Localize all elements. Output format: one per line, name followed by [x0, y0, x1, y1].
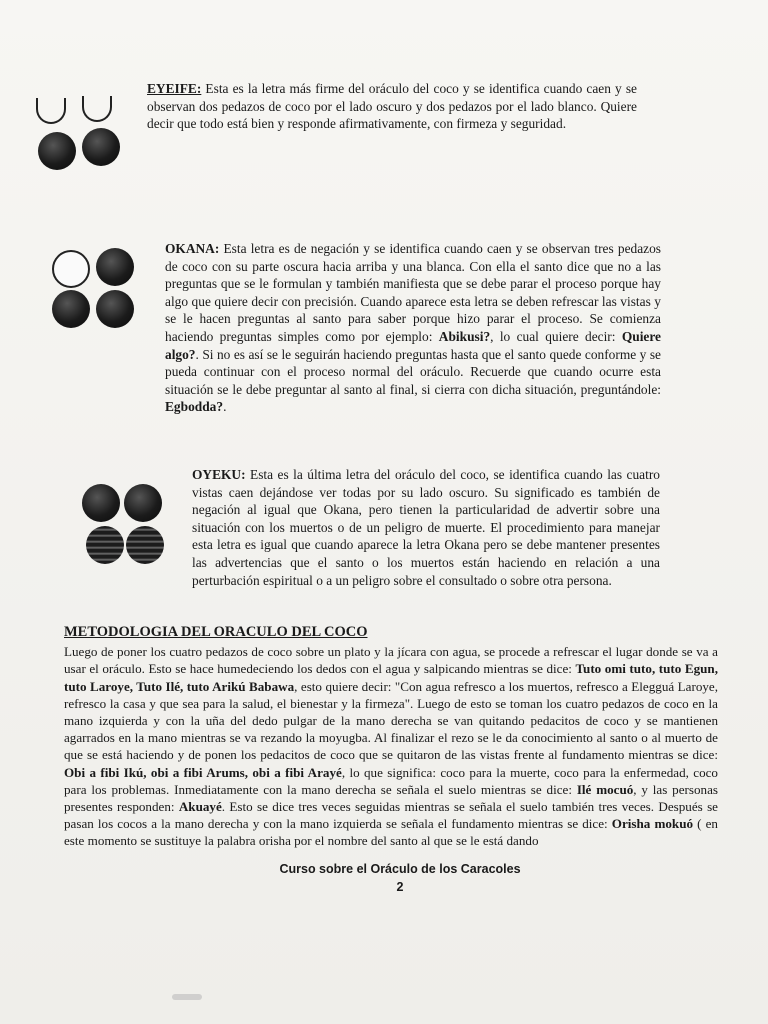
eyeife-text: Esta es la letra más firme del oráculo del coco y se identifica cuando caen y se observan dos pedazos de coco por el lado oscuro y dos pedazos por el lado blanco. Quiere decir que todo está bien y responde afirmativamente, con firmeza y seguridad. — [147, 81, 637, 132]
coin-white-arc — [82, 96, 112, 122]
coin-dark — [126, 526, 164, 564]
coin-white-arc — [36, 98, 66, 124]
oyeku-text: Esta es la última letra del oráculo del coco, se identifica cuando las cuatro vistas caen dejándose ver todas por su lado oscuro. Su significado es también de negación al igual que Okana, pero tienen la particularidad de advertir sobre una situación con los muertos o de un peligro de muerte. El procedimiento para manejar esta letra es igual que cuando aparece la letra Okana pero se debe mantener presentes las advertencias que el santo o los muertos están haciendo en relación a una perturbación espiritual o a un peligro sobre el consultado o sobre otra persona. — [192, 467, 660, 588]
coin-dark — [82, 484, 120, 522]
okana-text-1: Esta letra es de negación y se identifica cuando caen y se observan tres pedazos de coco con su parte oscura hacia arriba y una blanca. Con ella el santo dice que no a las preguntas que se le formulan y también manifiesta que se debe parar el proceso porque hay algo que quiere decir con precisión. Cuando aparece esta letra se deben refrescar las vistas y se le hacen preguntas al santo para saber porque hizo parar el proceso. Se comienza haciendo preguntas simples como por ejemplo: — [165, 241, 661, 344]
okana-question-1: Abikusi? — [438, 328, 491, 344]
okana-text-2: , lo cual quiere decir: — [490, 328, 622, 344]
okana-text-3: . Si no es así se le seguirán haciendo preguntas hasta que el santo quede conforme y se pueda continuar con el proceso normal del oráculo. Recuerde que cuando ocurre esta situación se le debe preguntar al santo al final, si cierra con dicha situación, preguntándole: — [165, 346, 661, 397]
okana-coins-illustration — [50, 248, 140, 336]
coin-dark — [96, 248, 134, 286]
coin-dark — [124, 484, 162, 522]
metodologia-text-4: , y las personas presentes responden: — [64, 781, 718, 815]
metodologia-text-5: . Esto se dice tres veces seguidas mientras se señala el suelo también tres veces. Después se pasan los cocos a la mano derecha y con la mano izquierda se señala el fundamento mientras se dice: — [64, 799, 718, 832]
coin-white — [52, 250, 90, 288]
okana-question-2: Quiere algo? — [165, 328, 661, 362]
metodologia-section — [64, 624, 718, 850]
oyeku-coins-illustration — [82, 484, 172, 568]
okana-paragraph — [165, 240, 661, 416]
metodologia-text-6: ( en este momento se sustituye la palabra orisha por el nombre del santo al que se le está dando — [64, 816, 718, 849]
okana-question-3: Egbodda? — [165, 399, 224, 415]
coin-dark — [96, 290, 134, 328]
eyeife-coins-illustration — [32, 92, 122, 172]
oyeku-paragraph — [192, 466, 660, 589]
oyeku-term: OYEKU: — [192, 467, 246, 482]
eyeife-paragraph — [147, 80, 637, 133]
metodologia-text-2: , esto quiere decir: "Con agua refresco a los muertos, refresco a Elegguá Laroye, refresco la casa y que sea para la salud, el bienestar y la firmeza". Luego de esto se toman los cuatro pedazos de coco en la mano izquierda y con la uña del dedo pulgar de la mano derecha se van quitando pedacitos de coco y se mantienen agarrados en la mano mientras se va rezando la moyugba. Al finalizar el rezo se le da conocimiento al santo o al muerto de que se está haciendo y de ponen los pedacitos de coco que se quitaron de las vistas frente al fundamento mientras se dice: — [64, 678, 718, 763]
metodologia-text-1: Luego de poner los cuatro pedazos de coco sobre un plato y la jícara con agua, se procede a refrescar el lugar donde se va a usar el oráculo. Esto se hace humedeciendo los dedos con el agua y salpicando mientras se dice: — [64, 644, 718, 677]
metodologia-text-3: , lo que significa: coco para la muerte, coco para la enfermedad, coco para los problemas. Inmediatamente con la mano derecha se señala el suelo mientras se dice: — [64, 764, 718, 797]
coin-dark — [52, 290, 90, 328]
eyeife-term: EYEIFE: — [147, 81, 202, 96]
coin-dark — [82, 128, 120, 166]
metodologia-prayer-5: Orisha mokuó — [611, 816, 694, 832]
okana-term: OKANA: — [165, 241, 220, 256]
metodologia-heading: METODOLOGIA DEL ORACULO DEL COCO — [64, 624, 368, 640]
coin-dark — [86, 526, 124, 564]
metodologia-prayer-1: Tuto omi tuto, tuto Egun, tuto Laroye, Tuto Ilé, tuto Arikú Babawa — [64, 661, 718, 694]
page-number: 2 — [396, 880, 404, 894]
coin-dark — [38, 132, 76, 170]
metodologia-body — [64, 643, 718, 849]
smudge-mark — [172, 994, 202, 1000]
metodologia-prayer-3: Ilé mocuó — [576, 781, 634, 797]
metodologia-prayer-2: Obi a fibi Ikú, obi a fibi Arums, obi a fibi Arayé — [64, 764, 342, 780]
footer-title: Curso sobre el Oráculo de los Caracoles — [279, 862, 521, 876]
okana-text-4: . — [223, 399, 227, 415]
metodologia-response: Akuayé — [178, 799, 222, 815]
